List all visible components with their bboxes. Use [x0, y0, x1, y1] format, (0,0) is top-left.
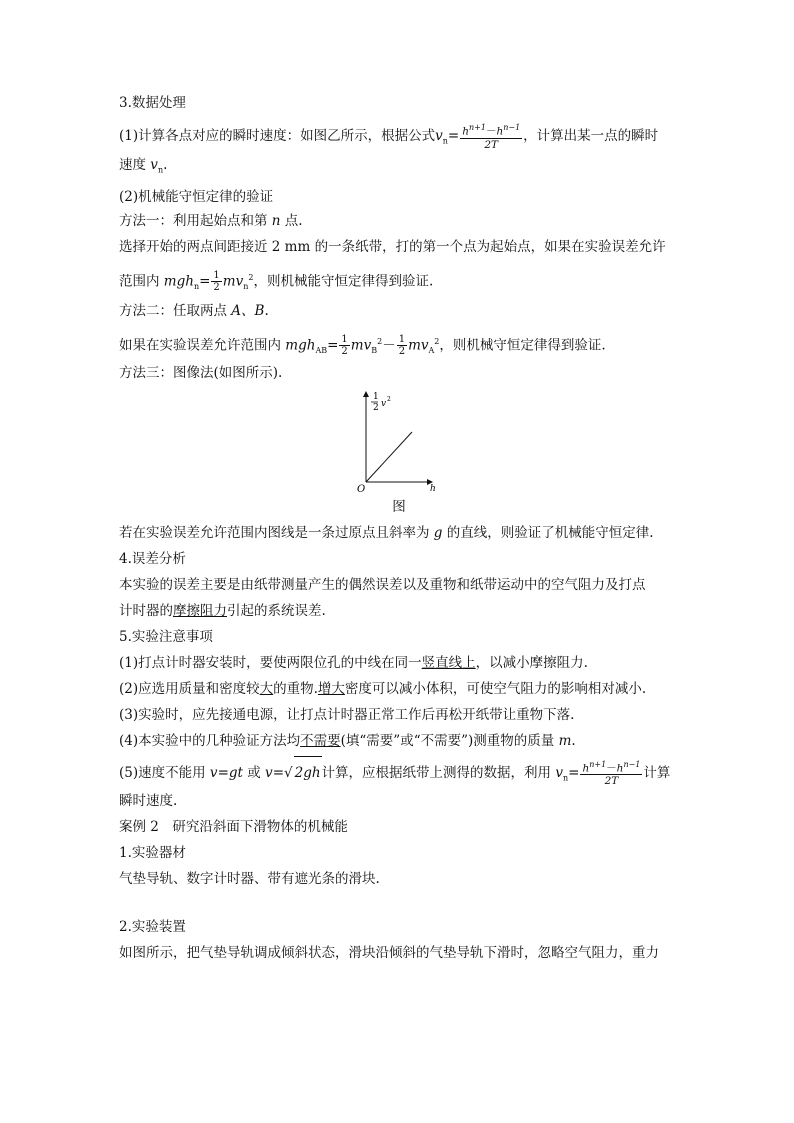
method-one-formula: 范围内 mgh$_n$= $\frac{1}{2}$ $mv_n^2$，则机械能守恒定律得到验证. [119, 270, 434, 294]
section-3-title: 3.数据处理 [119, 95, 186, 111]
error-line-2: 计时器的摩擦阻力引起的系统误差. [119, 602, 326, 619]
velocity-line: 速度 $v_n$. [119, 157, 168, 175]
method-three-conclusion: 若在实验误差允许范围内图线是一条过原点且斜率为 g 的直线，则验证了机械能守恒定律. [119, 524, 654, 541]
graph-svg [119, 382, 679, 494]
y-label-num: 1 [373, 391, 379, 402]
method-one-text: 选择开始的两点间距接近 2 mm 的一条纸带，打的第一个点为起始点，如果在实验误差允许 [119, 238, 666, 255]
x-label: h [430, 483, 436, 494]
equipment-text: 气垫导轨、数字计时器、带有遮光条的滑块. [119, 870, 380, 887]
section-5-title: 5.实验注意事项 [119, 628, 213, 645]
method-two: 方法二：任取两点 A、B. [119, 302, 269, 319]
y-label-den: 2 [373, 402, 379, 413]
y-label-v: v [381, 398, 387, 409]
y-label-sq: 2 [387, 395, 391, 403]
verification-heading: (2)机械能守恒定律的验证 [119, 188, 274, 205]
section-4-title: 4.误差分析 [119, 550, 186, 567]
velocity-fraction: $\frac{h^{n+1}-h^{n-1}}{2T}$ [462, 123, 521, 151]
formula-line-instant-velocity: (1)计算各点对应的瞬时速度：如图乙所示，根据公式$v_n=$ $\frac{h^{n+1}-h^{n-1}}{2T}$ ，计算出某一点的瞬时 [119, 123, 659, 151]
note-5-formula: (5)速度不能用 v=gt 或 v=√ 2gh计算，应根据纸带上测得的数据，利用 $v_n=$ $\frac{h^{n+1}-h^{n-1}}{2T}$ 计算 [119, 756, 679, 788]
note-4: (4)本实验中的几种验证方法均不需要(填“需要”或“不需要”)测重物的质量 m. [119, 732, 576, 749]
method-three: 方法三：图像法(如图所示). [119, 364, 283, 381]
method-two-formula: 如果在实验误差允许范围内 mgh$_{AB}$= $\frac{1}{2}$ $mv_B^2-$ $\frac{1}{2}$ $mv_A^2$，则机械守恒定律得到验证. [119, 334, 606, 358]
setup-title: 2.实验装置 [119, 918, 186, 935]
setup-text: 如图所示，把气垫导轨调成倾斜状态，滑块沿倾斜的气垫导轨下滑时，忽略空气阻力，重力 [119, 944, 659, 961]
note-2: (2)应选用质量和密度较大的重物.增大密度可以减小体积，可使空气阻力的影响相对减小. [119, 680, 647, 697]
document-page [119, 92, 679, 962]
method-one: 方法一：利用起始点和第 n 点. [119, 212, 303, 229]
equipment-title: 1.实验器材 [119, 844, 186, 861]
note-5-end: 瞬时速度. [119, 792, 178, 809]
error-line-1: 本实验的误差主要是由纸带测量产生的偶然误差以及重物和纸带运动中的空气阻力及打点 [119, 576, 646, 593]
graph-figure [119, 382, 679, 494]
note-1: (1)打点计时器安装时，要使两限位孔的中线在同一竖直线上，以减小摩擦阻力. [119, 654, 588, 671]
case-2-title: 案例 2 研究沿斜面下滑物体的机械能 [119, 818, 348, 835]
graph-line [366, 432, 412, 482]
figure-caption: 图 [392, 498, 406, 515]
note-3: (3)实验时，应先接通电源，让打点计时器正常工作后再松开纸带让重物下落. [119, 706, 575, 723]
origin-label: O [357, 483, 366, 494]
